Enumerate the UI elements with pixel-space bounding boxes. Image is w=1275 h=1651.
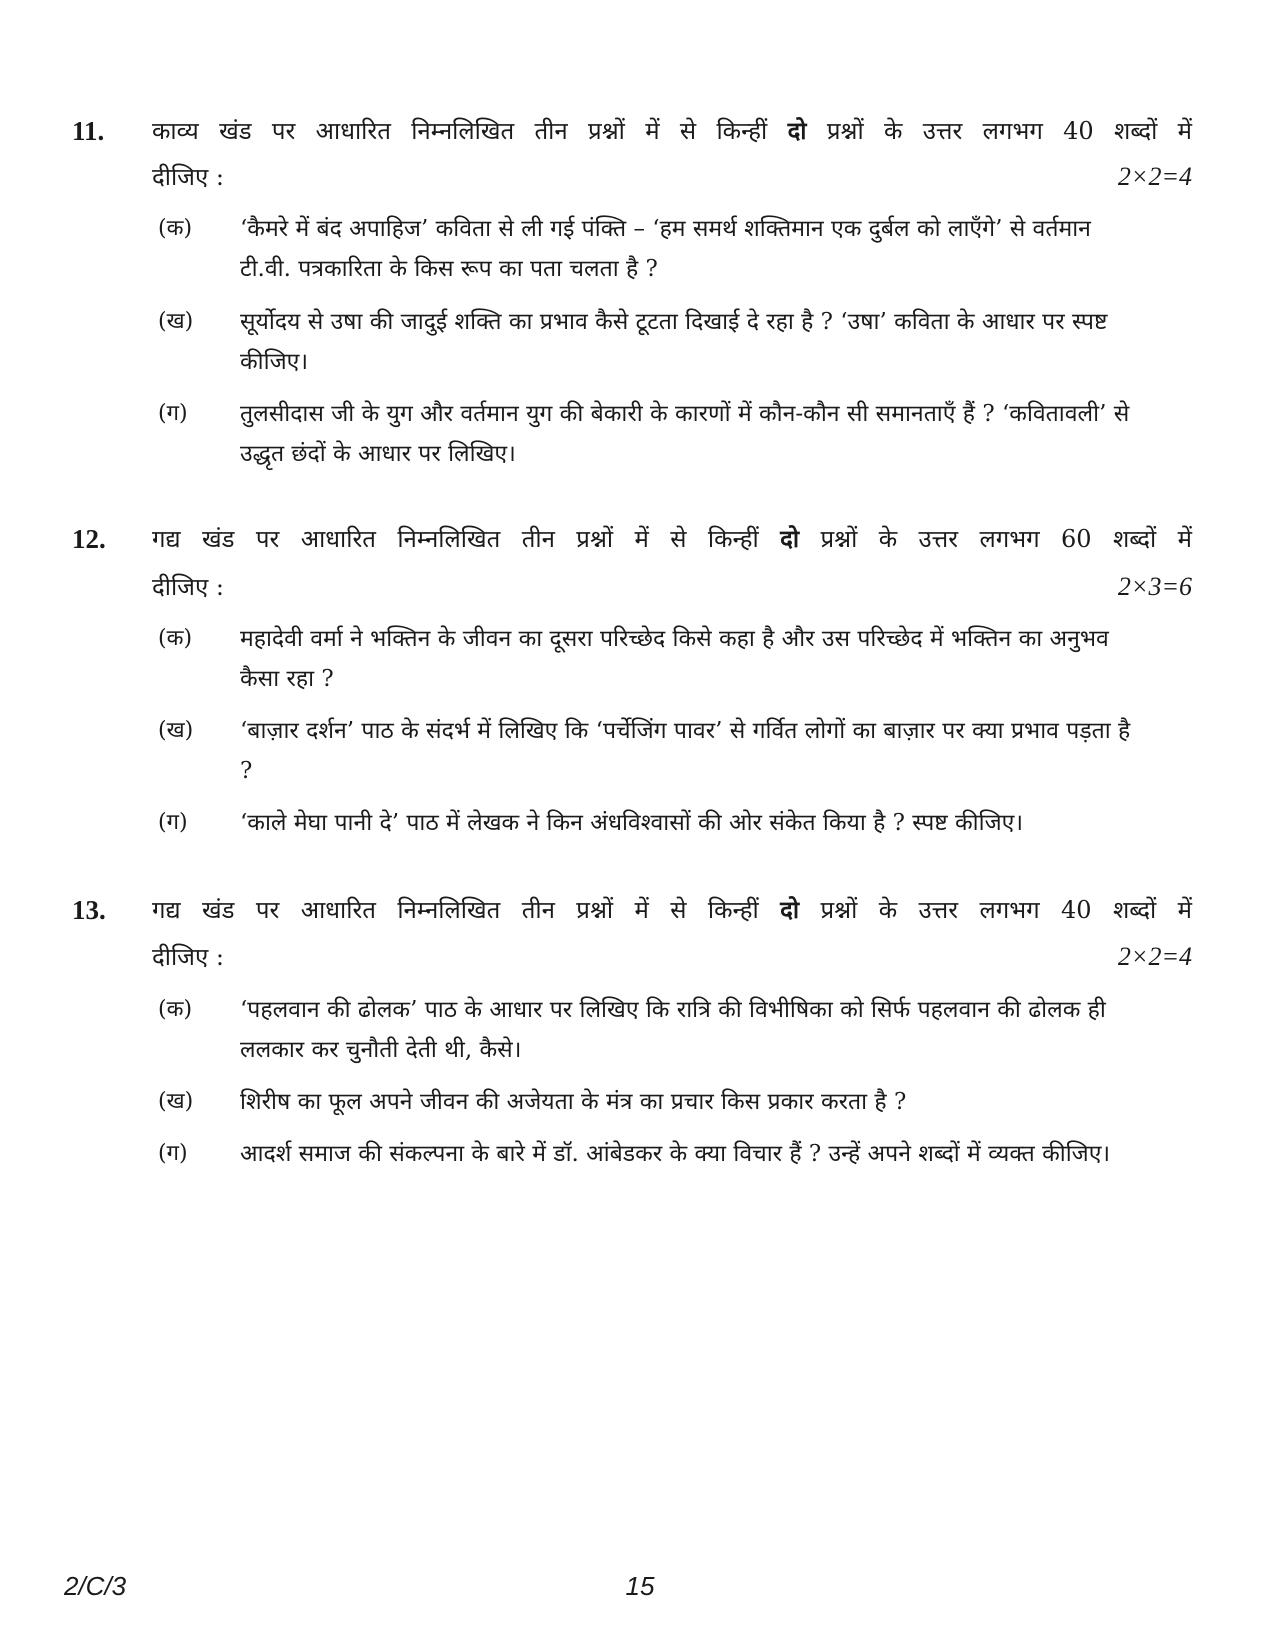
sub-label: (ग) (158, 1141, 188, 1166)
sub-text: सूर्योदय से उषा की जादुई शक्ति का प्रभाव कैसे टूटता दिखाई दे रहा है ? ‘उषा’ कविता के आधार पर स्पष्ट कीजिए। (240, 309, 1108, 375)
stem-part: प्रश्नों के उत्तर लगभग 40 शब्दों में (826, 117, 1192, 145)
question-stem (152, 524, 1192, 554)
marks: 2×2=4 (1117, 942, 1192, 971)
question-number: 13. (72, 895, 106, 925)
sub-label: (ग) (158, 810, 188, 835)
sub-label: (ख) (158, 718, 194, 743)
question-stem-cont: दीजिए : (152, 573, 224, 601)
sub-label: (ख) (158, 309, 194, 334)
stem-part: गद्य खंड पर आधारित निम्नलिखित तीन प्रश्नों में से किन्हीं (152, 525, 759, 553)
stem-part: काव्य खंड पर आधारित निम्नलिखित तीन प्रश्नों में से किन्हीं (152, 117, 768, 145)
sub-label: (क) (158, 997, 193, 1022)
sub-label: (ख) (158, 1089, 194, 1114)
sub-label: (क) (158, 216, 193, 241)
sub-text: ‘काले मेघा पानी दे’ पाठ में लेखक ने किन अंधविश्वासों की ओर संकेत किया है ? स्पष्ट कीजिए। (240, 810, 1024, 836)
question-stem-cont: दीजिए : (152, 943, 224, 971)
question-stem-cont: दीजिए : (152, 163, 224, 191)
sub-text: ‘पहलवान की ढोलक’ पाठ के आधार पर लिखिए कि रात्रि की विभीषिका को सिर्फ पहलवान की ढोलक ही ललकार कर चुनौती देती थी, कैसे। (240, 997, 1106, 1063)
sub-text: आदर्श समाज की संकल्पना के बारे में डॉ. आंबेडकर के क्या विचार हैं ? उन्हें अपने शब्दों में व्यक्त कीजिए। (240, 1141, 1111, 1167)
stem-part: गद्य खंड पर आधारित निम्नलिखित तीन प्रश्नों में से किन्हीं (152, 896, 759, 924)
stem-emphasis: दो (780, 524, 800, 553)
question-stem (152, 116, 1192, 146)
sub-text: ‘बाज़ार दर्शन’ पाठ के संदर्भ में लिखिए कि ‘पर्चेजिंग पावर’ से गर्वित लोगों का बाज़ार पर क्या प्रभाव पड़ता है ? (240, 718, 1131, 784)
paper-code: 2/C/3 (64, 1571, 127, 1601)
question-number: 11. (72, 116, 105, 146)
sub-text: ‘कैमरे में बंद अपाहिज’ कविता से ली गई पंक्ति – ‘हम समर्थ शक्तिमान एक दुर्बल को लाएँगे’ से वर्तमान टी.वी. पत्रकारिता के किस रूप का पता चलता है ? (240, 216, 1091, 282)
sub-text: शिरीष का फूल अपने जीवन की अजेयता के मंत्र का प्रचार किस प्रकार करता है ? (240, 1089, 907, 1115)
sub-label: (क) (158, 626, 193, 651)
sub-text: तुलसीदास जी के युग और वर्तमान युग की बेकारी के कारणों में कौन-कौन सी समानताएँ हैं ? ‘कवितावली’ से उद्धृत छंदों के आधार पर लिखिए। (240, 401, 1130, 467)
question-number: 12. (72, 524, 106, 554)
marks: 2×3=6 (1117, 572, 1192, 601)
stem-part: प्रश्नों के उत्तर लगभग 40 शब्दों में (820, 896, 1192, 924)
sub-text: महादेवी वर्मा ने भक्तिन के जीवन का दूसरा परिच्छेद किसे कहा है और उस परिच्छेद में भक्तिन का अनुभव कैसा रहा ? (240, 626, 1109, 692)
stem-part: प्रश्नों के उत्तर लगभग 60 शब्दों में (820, 525, 1192, 553)
stem-emphasis: दो (780, 895, 800, 924)
page-number: 15 (625, 1571, 655, 1601)
question-stem (152, 895, 1192, 925)
sub-label: (ग) (158, 401, 188, 426)
marks: 2×2=4 (1117, 162, 1192, 191)
stem-emphasis: दो (787, 116, 807, 145)
